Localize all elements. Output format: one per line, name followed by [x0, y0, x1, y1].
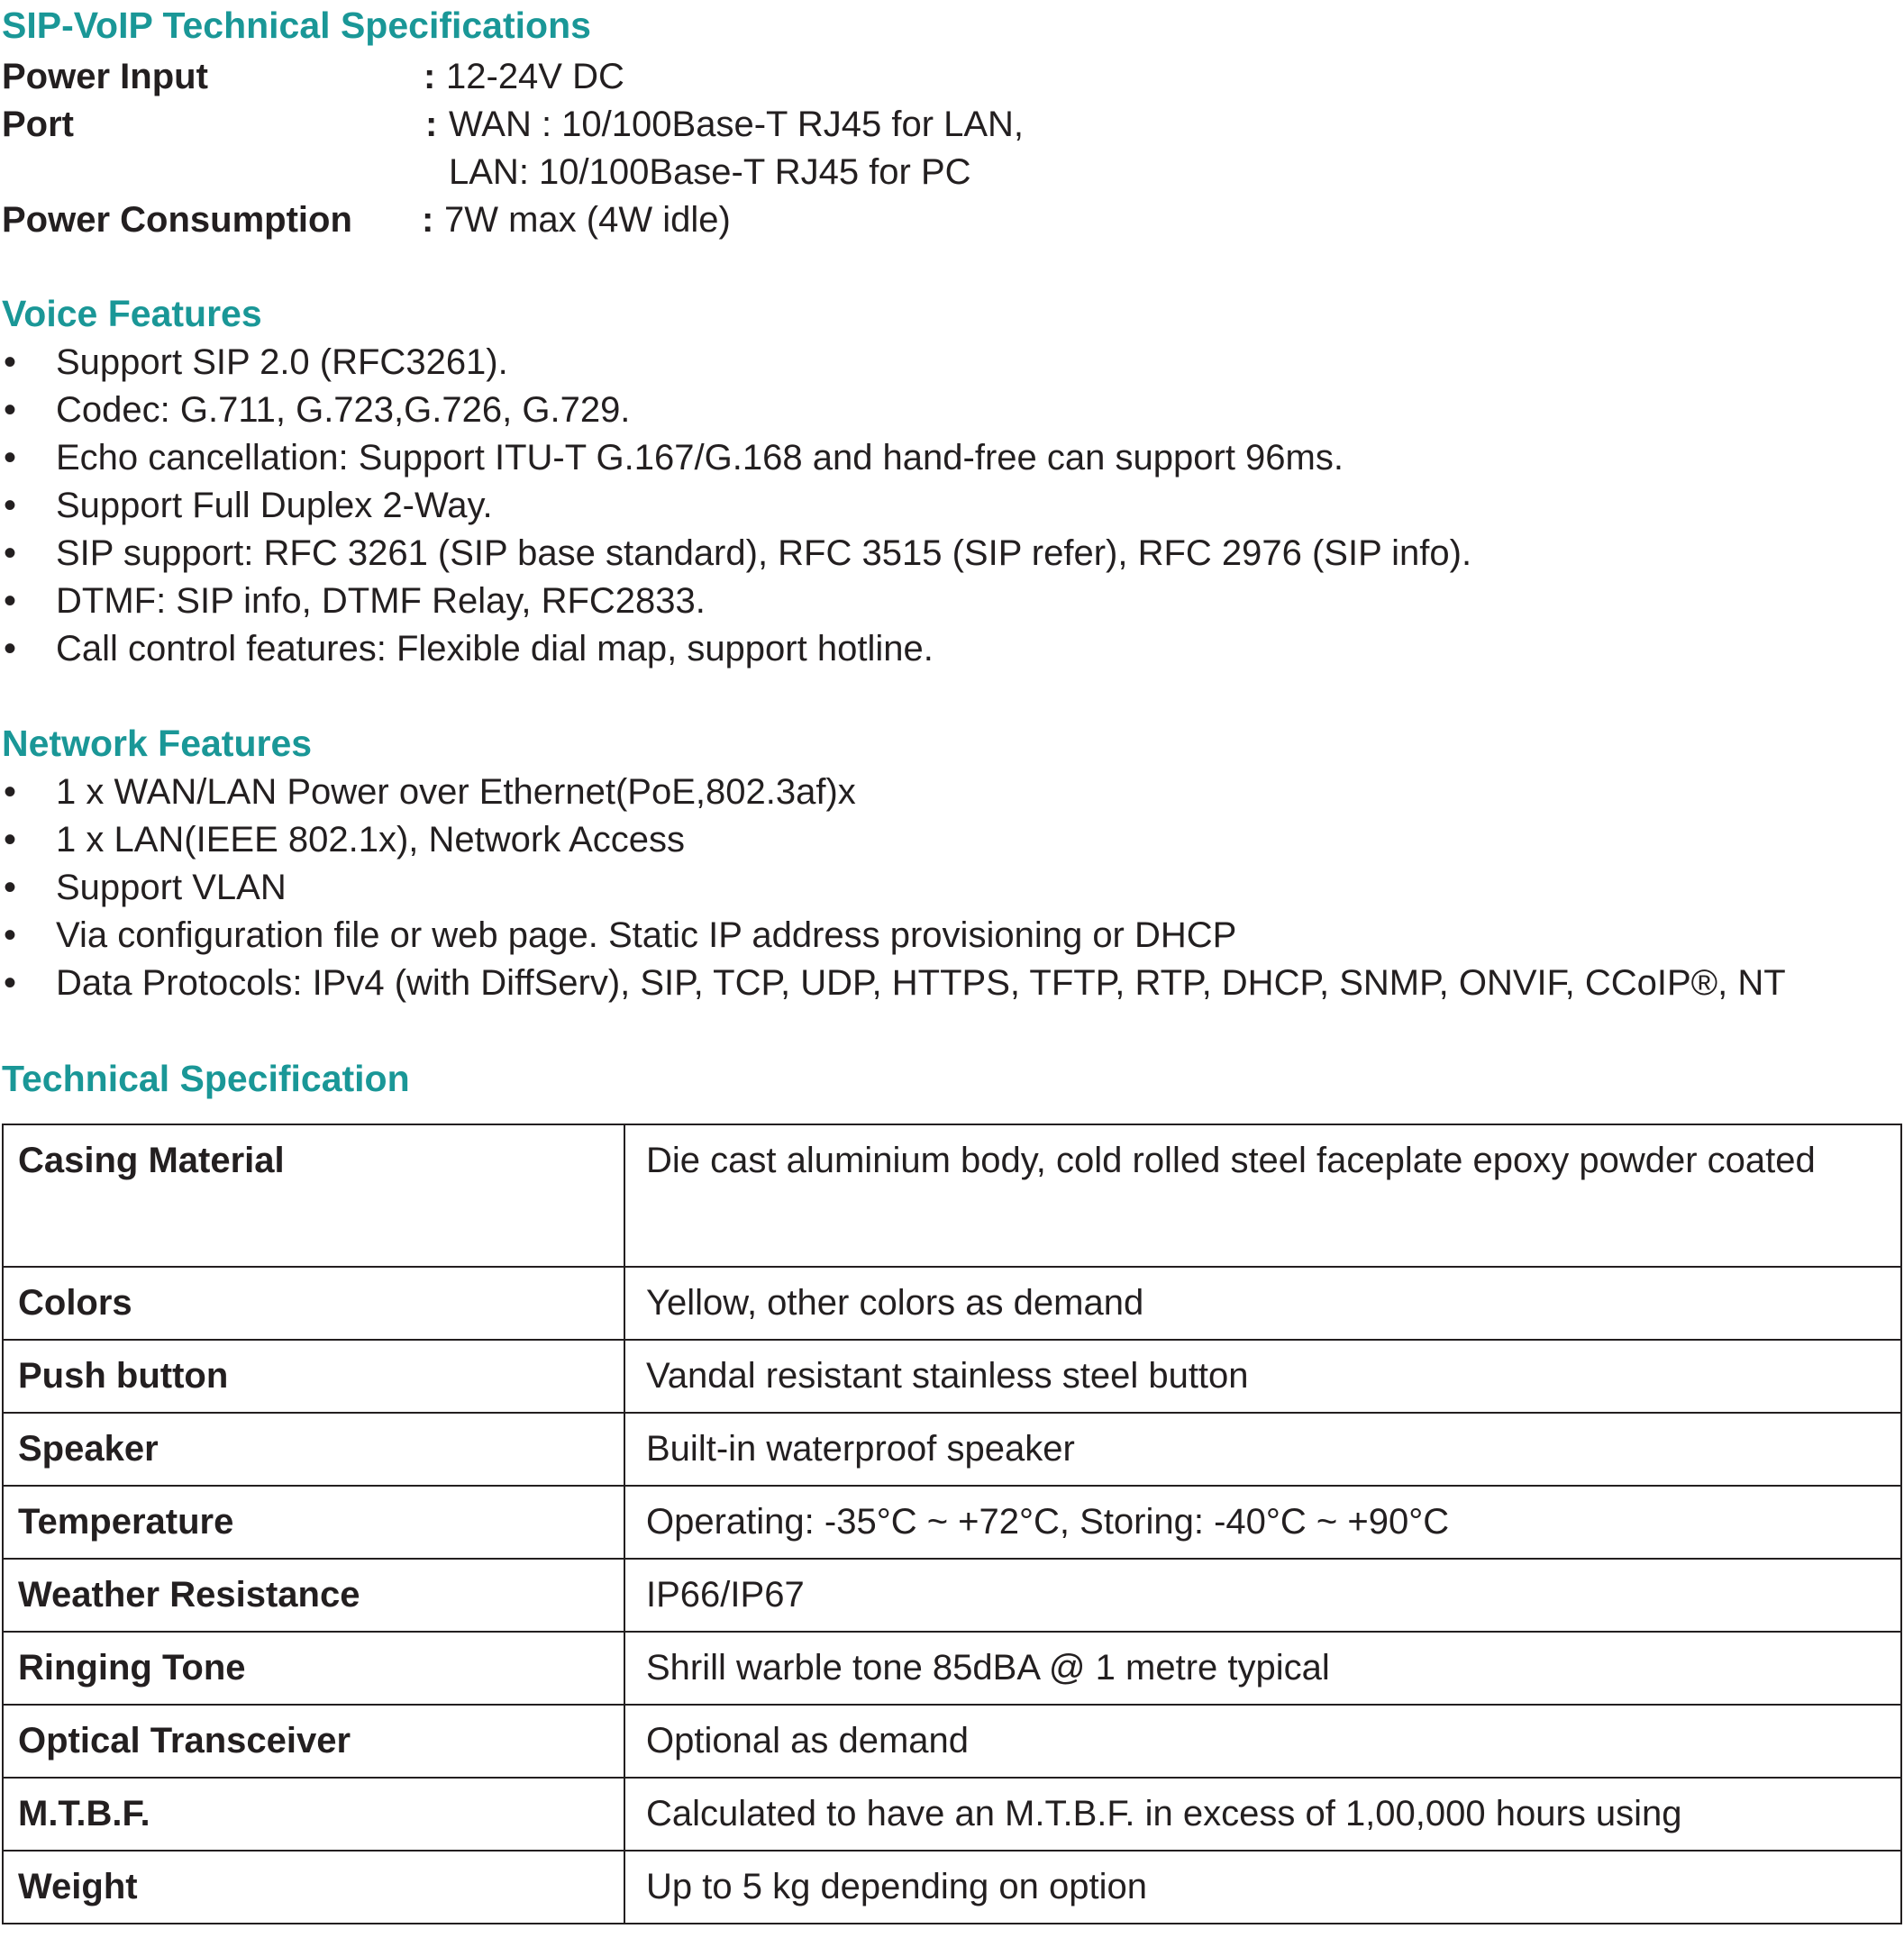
- bullet-icon: •: [4, 772, 17, 812]
- table-row: [3, 1486, 1901, 1559]
- network-section-heading: Network Features: [2, 723, 313, 764]
- bullet-icon: •: [4, 581, 17, 621]
- list-item-text: Echo cancellation: Support ITU-T G.167/G.168 and hand-free can support 96ms.: [56, 438, 1344, 478]
- table-cell-value: Shrill warble tone 85dBA @ 1 metre typical: [624, 1632, 1901, 1705]
- list-item-text: Data Protocols: IPv4 (with DiffServ), SIP, TCP, UDP, HTTPS, TFTP, RTP, DHCP, SNMP, ONVIF, CCoIP®, NT: [56, 963, 1786, 1003]
- table-cell-value: IP66/IP67: [624, 1559, 1901, 1632]
- table-row: [3, 1851, 1901, 1924]
- table-row: [3, 1632, 1901, 1705]
- table-cell-value: Operating: -35°C ~ +72°C, Storing: -40°C ~ +90°C: [624, 1486, 1901, 1559]
- bullet-icon: •: [4, 820, 17, 860]
- table-row: [3, 1124, 1901, 1267]
- tech-section-heading: Technical Specification: [2, 1058, 410, 1099]
- spec-label: Power Input: [2, 57, 208, 96]
- spec-separator: :: [422, 200, 434, 240]
- bullet-icon: •: [4, 342, 17, 382]
- bullet-icon: •: [4, 533, 17, 573]
- spec-value: 7W max (4W idle): [444, 200, 731, 240]
- bullet-icon: •: [4, 390, 17, 430]
- table-row: [3, 1267, 1901, 1340]
- bullet-icon: •: [4, 629, 17, 669]
- spec-label: Power Consumption: [2, 200, 352, 240]
- list-item-text: Support VLAN: [56, 868, 287, 907]
- spec-value: LAN: 10/100Base-T RJ45 for PC: [449, 152, 971, 192]
- sip-section-heading: SIP-VoIP Technical Specifications: [2, 5, 591, 46]
- list-item-text: Codec: G.711, G.723,G.726, G.729.: [56, 390, 631, 430]
- list-item-text: DTMF: SIP info, DTMF Relay, RFC2833.: [56, 581, 706, 621]
- list-item-text: 1 x LAN(IEEE 802.1x), Network Access: [56, 820, 686, 860]
- table-cell-value: Die cast aluminium body, cold rolled steel faceplate epoxy powder coated: [624, 1124, 1901, 1267]
- table-cell-value: Up to 5 kg depending on option: [624, 1851, 1901, 1924]
- tech-spec-table: [2, 1124, 1902, 1924]
- table-row: [3, 1340, 1901, 1413]
- list-item-text: 1 x WAN/LAN Power over Ethernet(PoE,802.3af)x: [56, 772, 856, 812]
- table-cell-value: Vandal resistant stainless steel button: [624, 1340, 1901, 1413]
- table-cell-label: Temperature: [3, 1486, 624, 1559]
- list-item-text: Via configuration file or web page. Static IP address provisioning or DHCP: [56, 915, 1237, 955]
- table-cell-value: Built-in waterproof speaker: [624, 1413, 1901, 1486]
- spec-value: 12-24V DC: [446, 57, 624, 96]
- list-item-text: Support SIP 2.0 (RFC3261).: [56, 342, 508, 382]
- spec-value: WAN : 10/100Base-T RJ45 for LAN,: [449, 105, 1025, 144]
- table-row: [3, 1778, 1901, 1851]
- table-row: [3, 1705, 1901, 1778]
- table-cell-value: Optional as demand: [624, 1705, 1901, 1778]
- table-cell-label: M.T.B.F.: [3, 1778, 624, 1851]
- spec-label: Port: [2, 105, 74, 144]
- table-cell-label: Colors: [3, 1267, 624, 1340]
- table-cell-value: Yellow, other colors as demand: [624, 1267, 1901, 1340]
- list-item-text: SIP support: RFC 3261 (SIP base standard), RFC 3515 (SIP refer), RFC 2976 (SIP info).: [56, 533, 1472, 573]
- spec-separator: :: [424, 57, 436, 96]
- table-cell-label: Weather Resistance: [3, 1559, 624, 1632]
- table-row: [3, 1413, 1901, 1486]
- spec-separator: :: [425, 105, 438, 144]
- table-cell-label: Ringing Tone: [3, 1632, 624, 1705]
- bullet-icon: •: [4, 963, 17, 1003]
- list-item-text: Support Full Duplex 2-Way.: [56, 486, 493, 525]
- table-row: [3, 1559, 1901, 1632]
- bullet-icon: •: [4, 915, 17, 955]
- table-cell-value: Calculated to have an M.T.B.F. in excess of 1,00,000 hours using: [624, 1778, 1901, 1851]
- bullet-icon: •: [4, 486, 17, 525]
- voice-section-heading: Voice Features: [2, 293, 262, 334]
- table-cell-label: Casing Material: [3, 1124, 624, 1267]
- table-cell-label: Weight: [3, 1851, 624, 1924]
- bullet-icon: •: [4, 438, 17, 478]
- bullet-icon: •: [4, 868, 17, 907]
- table-cell-label: Push button: [3, 1340, 624, 1413]
- table-cell-label: Speaker: [3, 1413, 624, 1486]
- table-cell-label: Optical Transceiver: [3, 1705, 624, 1778]
- list-item-text: Call control features: Flexible dial map, support hotline.: [56, 629, 934, 669]
